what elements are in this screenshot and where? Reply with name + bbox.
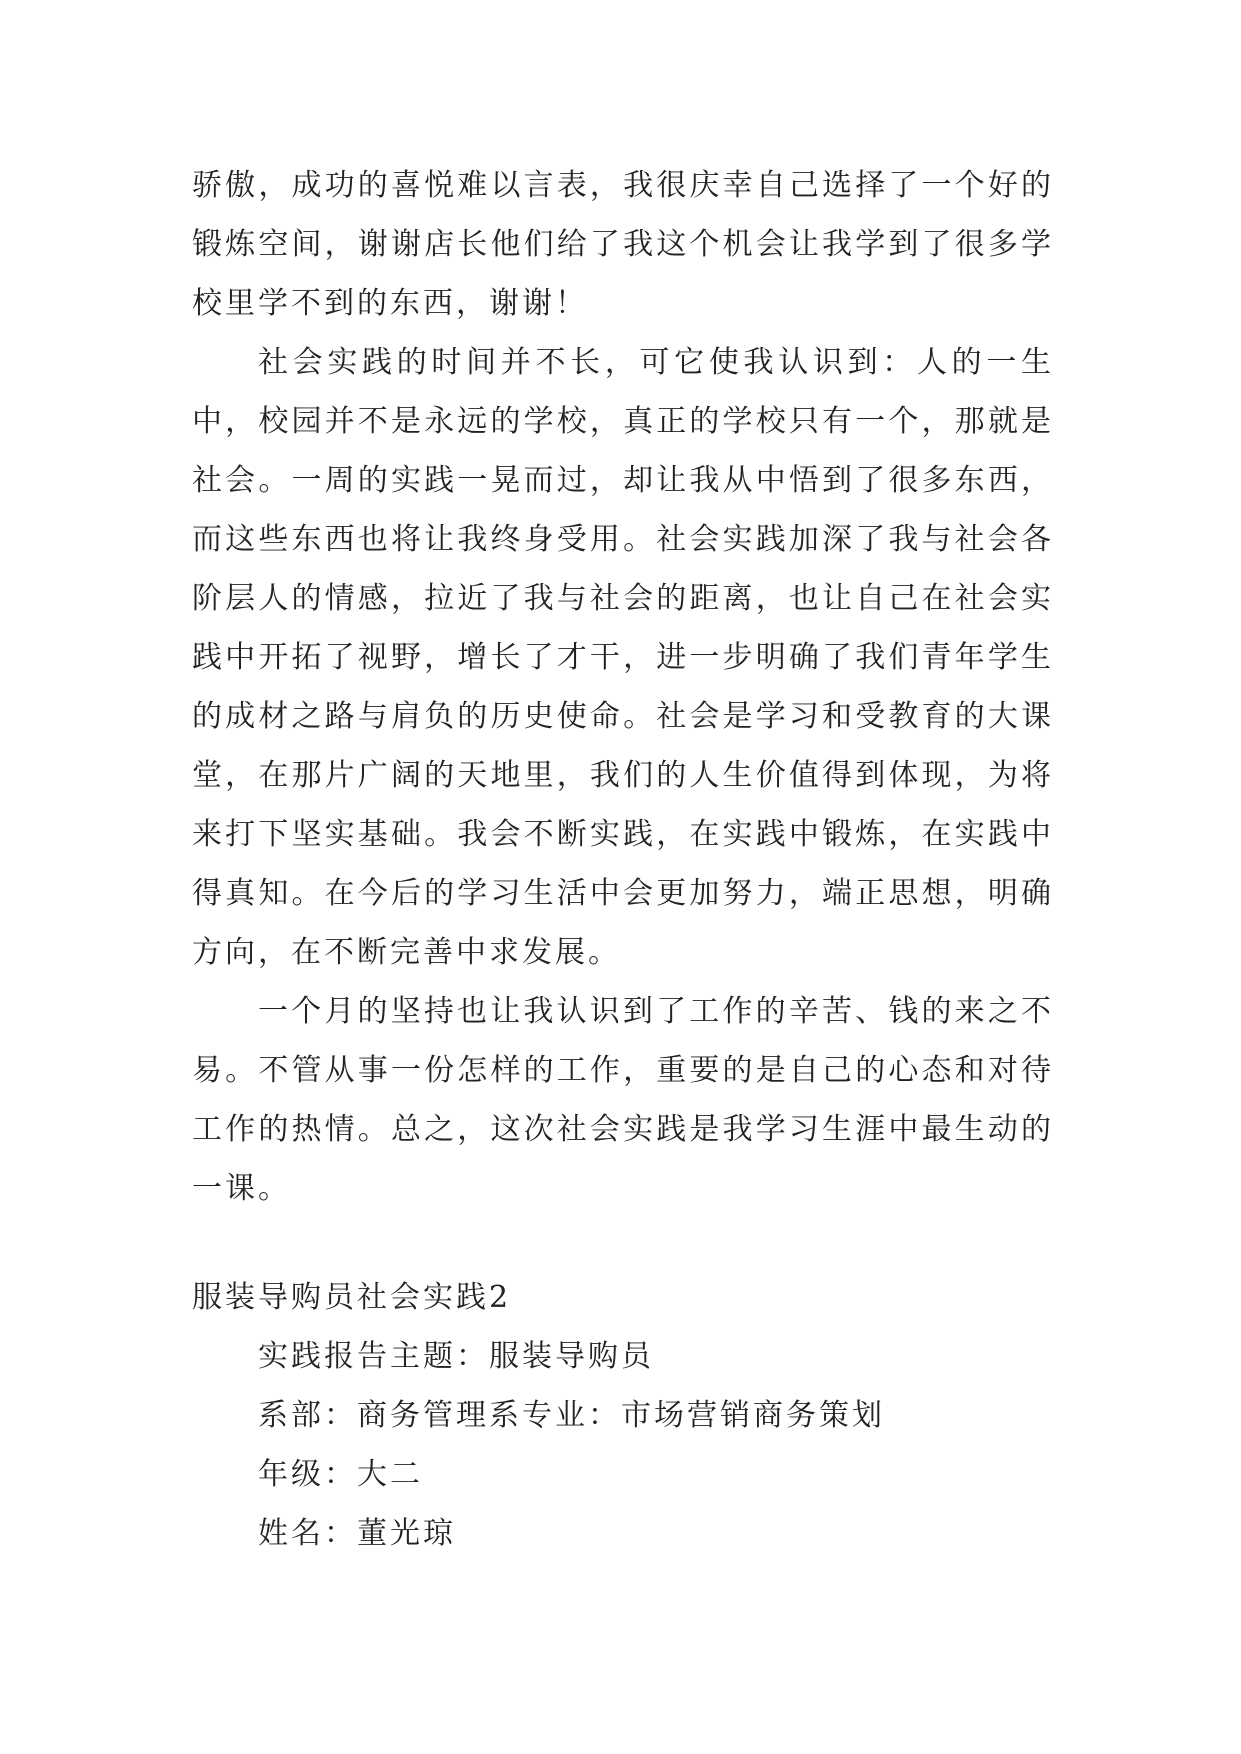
paragraph-social-practice-reflection: 社会实践的时间并不长，可它使我认识到：人的一生中，校园并不是永远的学校，真正的学校只有一个，那就是社会。一周的实践一晃而过，却让我从中悟到了很多东西，而这些东西也将让我终身受用。社会实践加深了我与社会各阶层人的情感，拉近了我与社会的距离，也让自己在社会实践中开拓了视野，增长了才干，进一步明确了我们青年学生的成材之路与肩负的历史使命。社会是学习和受教育的大课堂，在那片广阔的天地里，我们的人生价值得到体现，为将来打下坚实基础。我会不断实践，在实践中锻炼，在实践中得真知。在今后的学习生活中会更加努力，端正思想，明确方向，在不断完善中求发展。 (192, 345, 1054, 970)
paragraph-one-month-persistence: 一个月的坚持也让我认识到了工作的辛苦、钱的来之不易。不管从事一份怎样的工作，重要的是自己的心态和对待工作的热情。总之，这次社会实践是我学习生涯中最生动的一课。 (192, 994, 1054, 1206)
report-topic-line: 实践报告主题：服装导购员 (258, 1339, 654, 1374)
paragraph-conclusion-end: 骄傲，成功的喜悦难以言表，我很庆幸自己选择了一个好的锻炼空间，谢谢店长他们给了我这个机会让我学到了很多学校里学不到的东西，谢谢！ (192, 168, 1054, 321)
body-text (192, 156, 1054, 1218)
report-section (192, 1268, 1054, 1563)
name-line: 姓名：董光琼 (258, 1516, 456, 1551)
department-major-line: 系部：商务管理系专业：市场营销商务策划 (258, 1398, 885, 1433)
section-title: 服装导购员社会实践2 (192, 1280, 512, 1315)
grade-line: 年级：大二 (258, 1457, 423, 1492)
